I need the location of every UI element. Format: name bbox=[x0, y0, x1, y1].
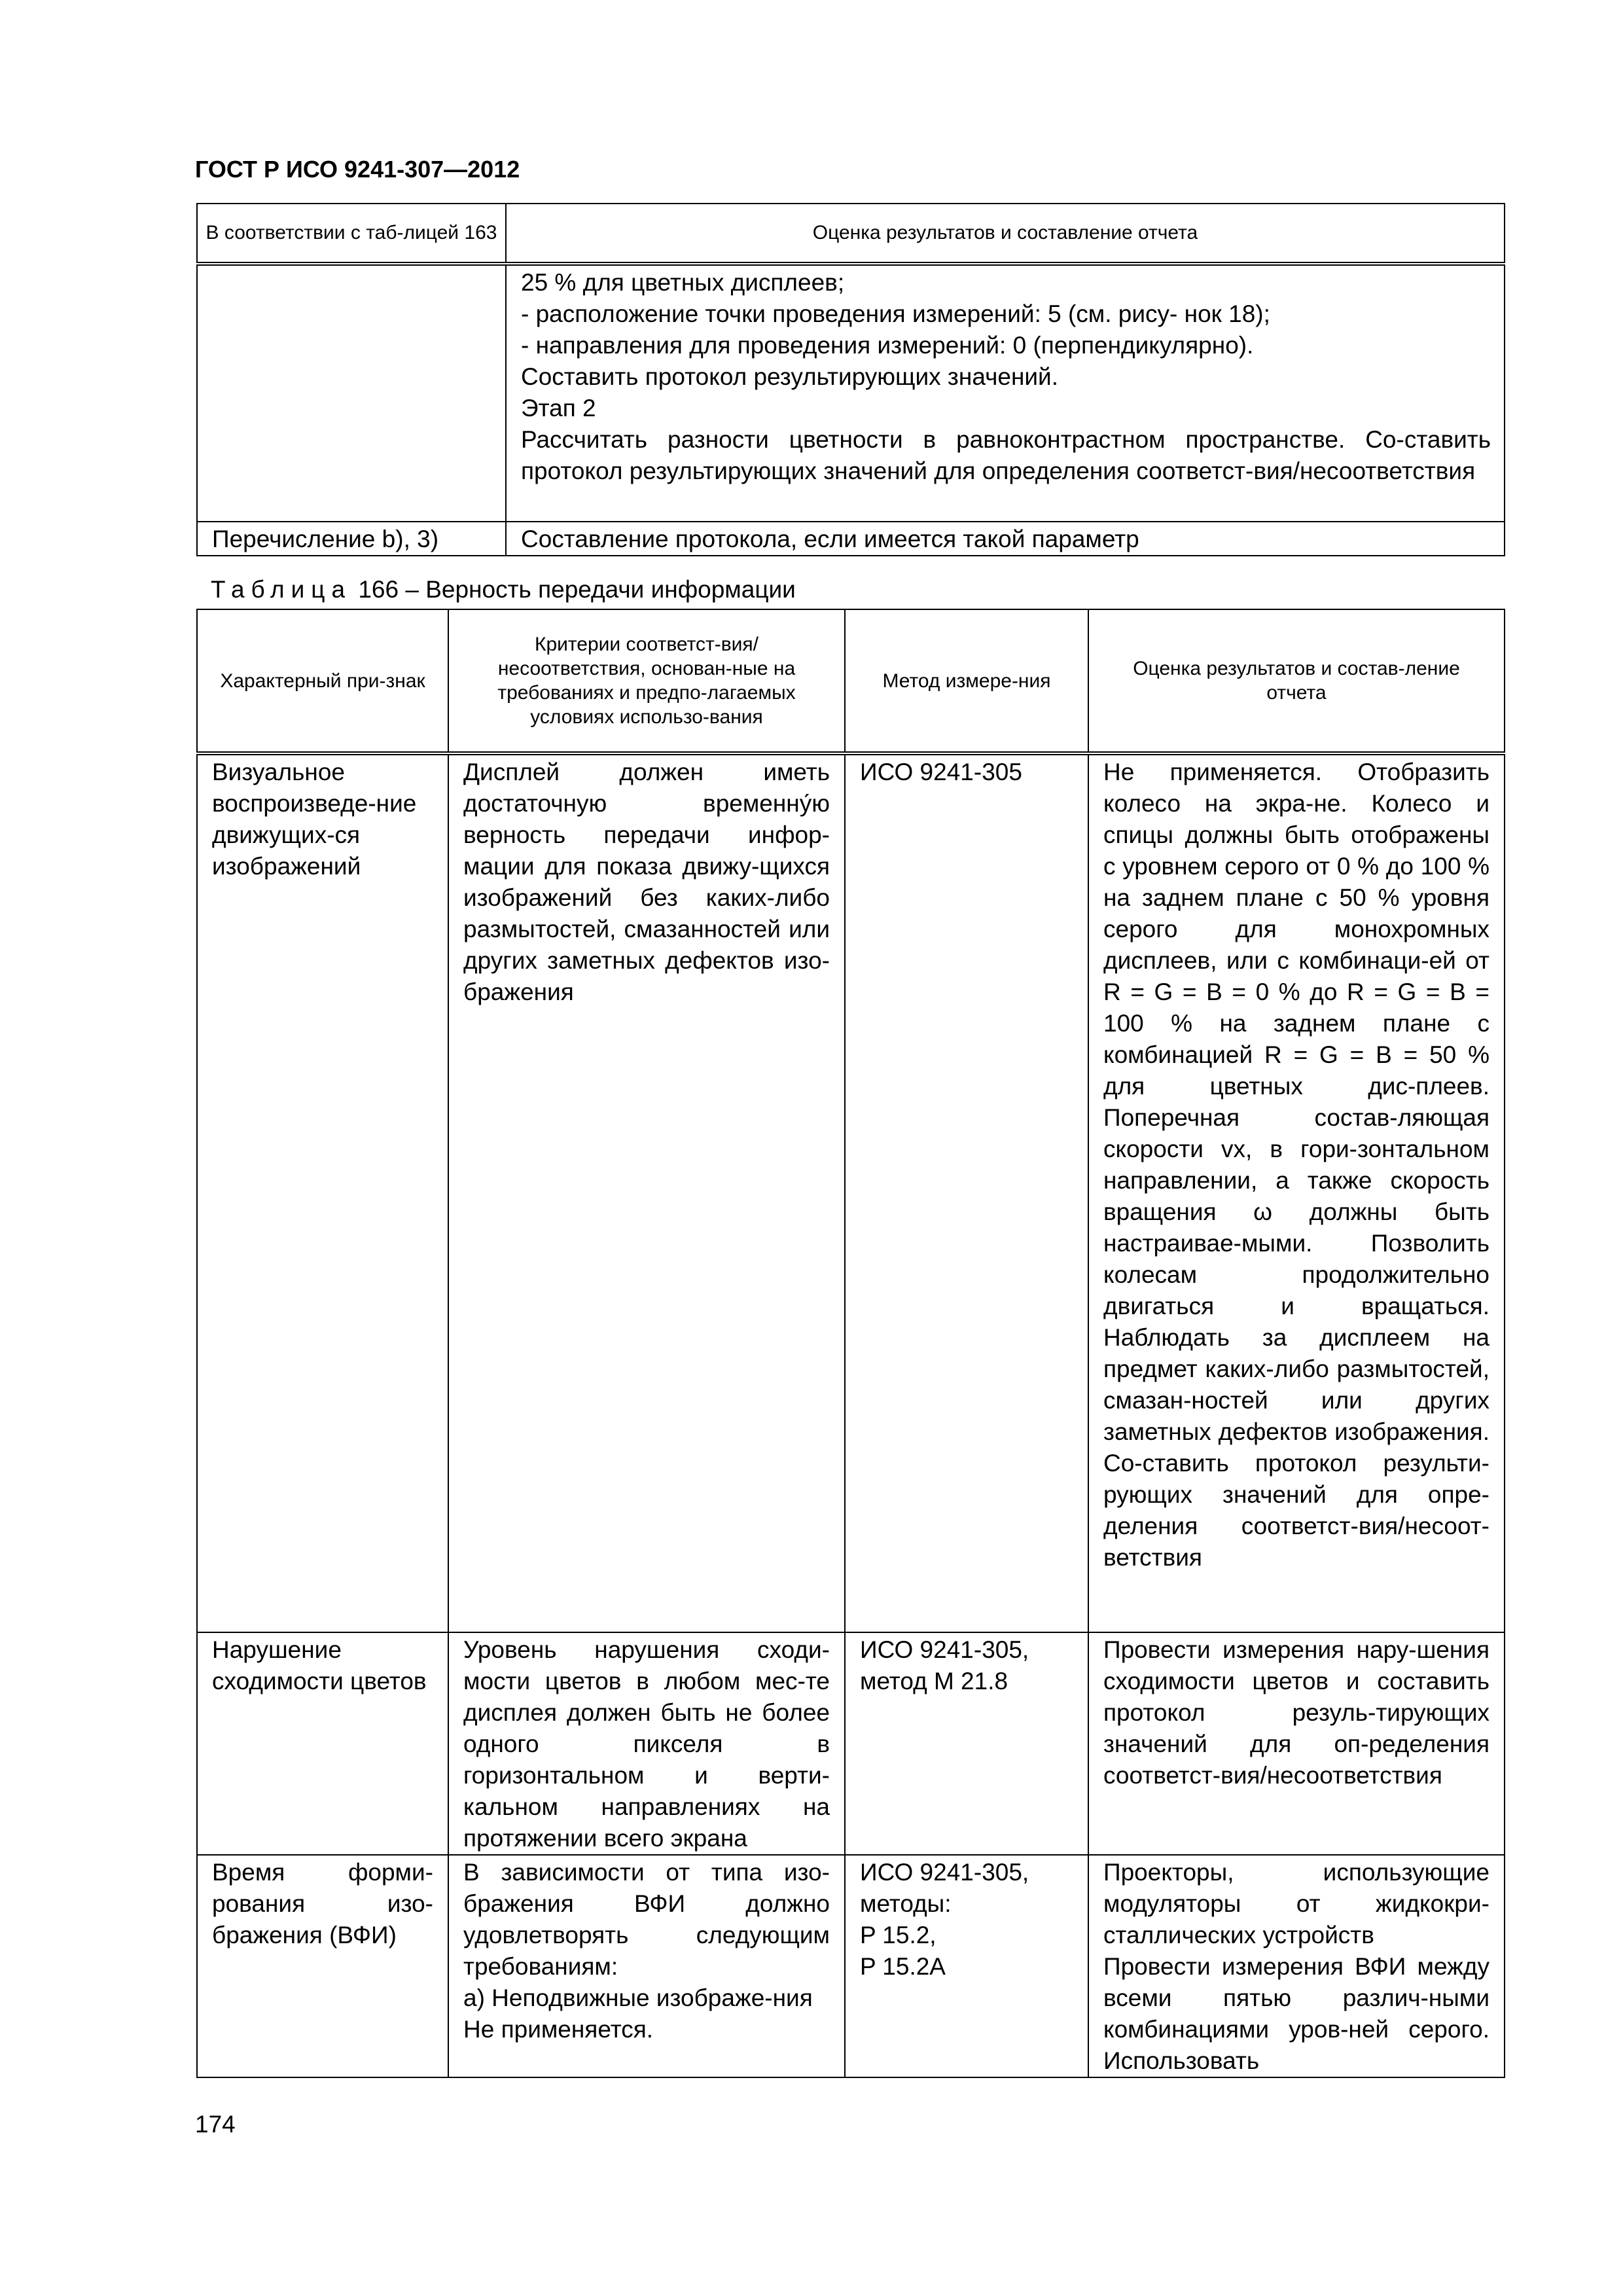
document-header: ГОСТ Р ИСО 9241-307—2012 bbox=[195, 156, 520, 183]
table-cell bbox=[197, 264, 506, 522]
evaluation-cell: Провести измерения нару-шения сходимости цветов и составить протокол резуль-тирующих значений для оп-ределения соответст-вия/несоответствия bbox=[1088, 1632, 1505, 1855]
table-cell: Составление протокола, если имеется такой параметр bbox=[506, 522, 1505, 556]
table-row bbox=[197, 522, 1505, 556]
table-cell bbox=[506, 264, 1505, 522]
column-header: Характерный при-знак bbox=[197, 609, 448, 753]
method-cell: ИСО 9241-305 bbox=[845, 753, 1088, 1632]
table-caption-label: Таблица bbox=[211, 576, 352, 603]
method-cell: ИСО 9241-305, метод М 21.8 bbox=[845, 1632, 1088, 1855]
table-header-row bbox=[197, 609, 1505, 753]
cell-text-line: Этап 2 bbox=[521, 395, 596, 422]
cell-text-line: P 15.2A bbox=[860, 1953, 946, 1980]
method-cell bbox=[845, 1855, 1088, 2077]
feature-cell: Время форми-рования изо-бражения (ВФИ) bbox=[197, 1855, 448, 2077]
cell-text-line: Рассчитать разности цветности в равноконтрастном пространстве. Со-ставить протокол результирующих значений для определения соответст-вия/несоответствия bbox=[521, 426, 1491, 484]
criteria-cell bbox=[448, 1855, 845, 2077]
table-row bbox=[197, 1632, 1505, 1855]
cell-text-line: Составить протокол результирующих значений. bbox=[521, 363, 1058, 390]
feature-cell: Визуальное воспроизведе-ние движущих-ся изображений bbox=[197, 753, 448, 1632]
cell-text-line: Не применяется. bbox=[463, 2016, 654, 2043]
table-cell: Перечисление b), 3) bbox=[197, 522, 506, 556]
table-166 bbox=[196, 609, 1505, 2078]
criteria-cell: Дисплей должен иметь достаточную временну́ю верность передачи инфор-мации для показа движу-щихся изображений без каких-либо размытостей, смазанностей или других заметных дефектов изо-бражения bbox=[448, 753, 845, 1632]
cell-text-line: В зависимости от типа изо-бражения ВФИ должно удовлетворять следующим требованиям: bbox=[463, 1859, 830, 1980]
continued-table-163 bbox=[196, 203, 1505, 556]
table-row bbox=[197, 753, 1505, 1632]
evaluation-cell bbox=[1088, 1855, 1505, 2077]
table-row bbox=[197, 1855, 1505, 2077]
column-header: В соответствии с таб-лицей 163 bbox=[197, 204, 506, 264]
criteria-cell: Уровень нарушения сходи-мости цветов в любом мес-те дисплея должен быть не более одного пикселя в горизонтальном и верти-кальном направлениях на протяжении всего экрана bbox=[448, 1632, 845, 1855]
table-caption-text: 166 – Верность передачи информации bbox=[358, 576, 796, 603]
column-header: Оценка результатов и состав-ление отчета bbox=[1088, 609, 1505, 753]
cell-text-line: а) Неподвижные изображе-ния bbox=[463, 1984, 813, 2011]
column-header: Метод измере-ния bbox=[845, 609, 1088, 753]
column-header: Критерии соответст-вия/несоответствия, основан-ные на требованиях и предпо-лагаемых условиях использо-вания bbox=[448, 609, 845, 753]
cell-text-line: - расположение точки проведения измерений: 5 (см. рису- нок 18); bbox=[521, 300, 1270, 327]
column-header: Оценка результатов и составление отчета bbox=[506, 204, 1505, 264]
table-header-row bbox=[197, 204, 1505, 264]
cell-text-line: 25 % для цветных дисплеев; bbox=[521, 269, 845, 296]
cell-text-line: - направления для проведения измерений: 0 (перпендикулярно). bbox=[521, 332, 1254, 359]
feature-cell: Нарушение сходимости цветов bbox=[197, 1632, 448, 1855]
evaluation-cell: Не применяется. Отобразить колесо на экра-не. Колесо и спицы должны быть отображены с уровнем серого от 0 % до 100 % на заднем плане с 50 % уровня серого для монохромных дисплеев, или с комбинаци-ей от R = G = B = 0 % до R = G = B = 100 % на заднем плане с комбинацией R = G = B = 50 % для цветных дис-плеев. Поперечная состав-ляющая скорости vx, в гори-зонтальном направлении, а также скорость вращения ω должны быть настраивае-мыми. Позволить колесам продолжительно двигаться и вращаться. Наблюдать за дисплеем на предмет каких-либо размытостей, смазан-ностей или других заметных дефектов изображения. Со-ставить протокол результи-рующих значений для опре-деления соответст-вия/несоот-ветствия bbox=[1088, 753, 1505, 1632]
cell-text-line: Провести измерения ВФИ между всеми пятью различ-ными комбинациями уров-ней серого. Использовать bbox=[1103, 1953, 1489, 2074]
cell-text-line: Проекторы, использующие модуляторы от жидкокри-сталлических устройств bbox=[1103, 1859, 1489, 1948]
cell-text-line: P 15.2, bbox=[860, 1922, 936, 1948]
table-caption bbox=[211, 576, 796, 603]
table-row bbox=[197, 264, 1505, 522]
page-number: 174 bbox=[195, 2111, 236, 2138]
cell-text-line: ИСО 9241-305, методы: bbox=[860, 1859, 1029, 1917]
